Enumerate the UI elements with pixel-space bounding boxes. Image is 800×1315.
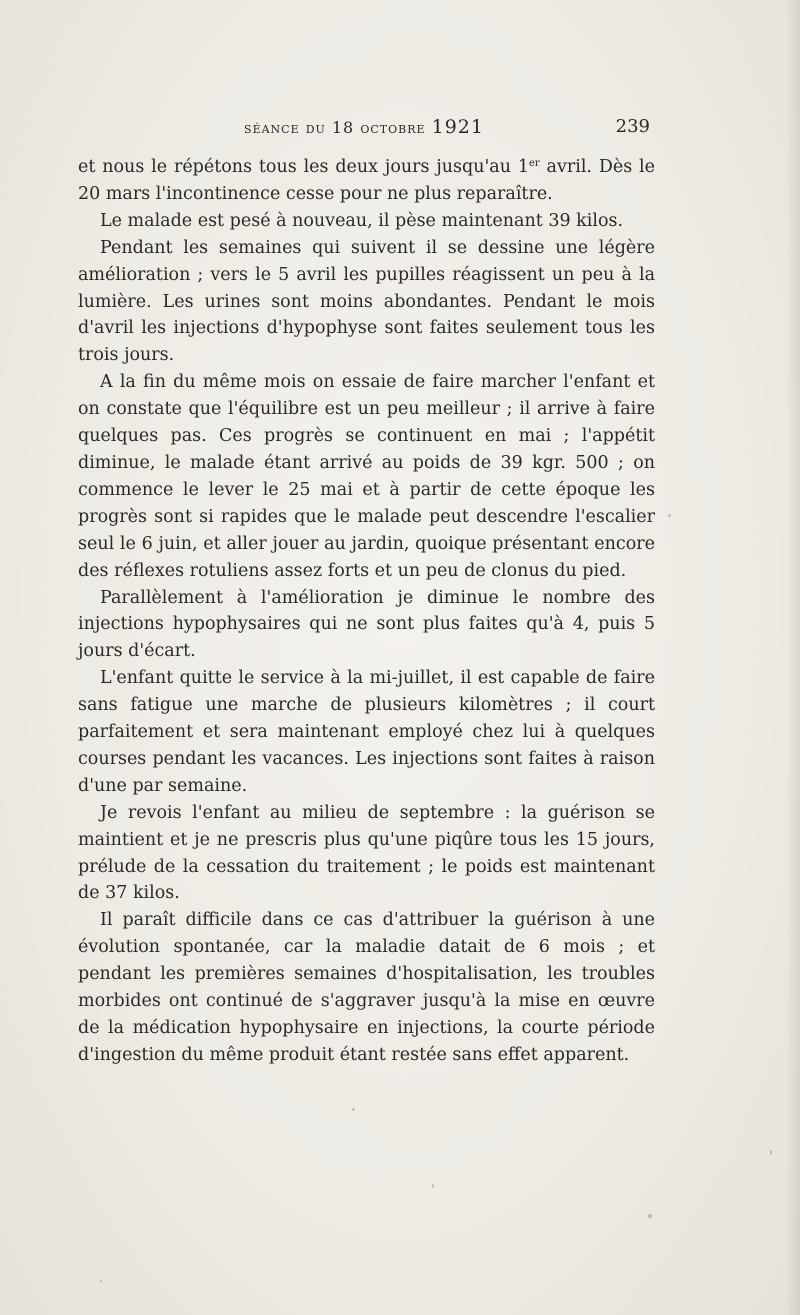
paragraph-text: avril. Dès le 20 mars l'incontinence cesse pour ne plus reparaître. [78, 157, 655, 204]
paper-speck [648, 1214, 652, 1218]
page-number: 239 [615, 116, 650, 137]
paragraph: L'enfant quitte le service à la mi-juillet, il est capable de faire sans fatigue une marche de plusieurs kilomètres ; il court parfaitement et sera maintenant employé chez lui à quelques courses pendant les vacances. Les injections sont faites à raison d'une par semaine. [78, 668, 655, 796]
paper-speck [352, 1108, 355, 1111]
paragraph: A la fin du même mois on essaie de faire marcher l'enfant et on constate que l'équilibre est un peu meilleur ; il arrive à faire quelques pas. Ces progrès se continuent en mai ; l'appétit diminue, le malade étant arrivé au poids de 39 kgr. 500 ; on commence le lever le 25 mai et à partir de cette époque les progrès sont si rapides que le malade peut descendre l'escalier seul le 6 juin, et aller jouer au jardin, quoique présentant encore des réflexes rotuliens assez forts et un peu de clonus du pied. [78, 372, 655, 581]
running-head [78, 116, 650, 142]
paper-speck [668, 514, 671, 517]
paper-speck [432, 1184, 434, 1188]
paragraph: Je revois l'enfant au milieu de septembre : la guérison se maintient et je ne prescris plus qu'une piqûre tous les 15 jours, prélude de la cessation du traitement ; le poids est maintenant de 37 kilos. [78, 802, 655, 904]
running-title-text: séance du 18 octobre [244, 118, 426, 137]
paragraph: Le malade est pesé à nouveau, il pèse maintenant 39 kilos. [100, 210, 624, 231]
running-title-year: 1921 [431, 116, 484, 138]
paragraph: Parallèlement à l'amélioration je diminue le nombre des injections hypophysaires qui ne sont plus faites qu'à 4, puis 5 jours d'écart. [78, 587, 655, 662]
paragraph-continuation [78, 154, 655, 208]
paragraph: Pendant les semaines qui suivent il se dessine une légère amélioration ; vers le 5 avril les pupilles réagissent un peu à la lumière. Les urines sont moins abondantes. Pendant le mois d'avril les injections d'hypophyse sont faites seulement tous les trois jours. [78, 237, 655, 366]
body-text [78, 154, 655, 1069]
paper-speck [100, 1280, 102, 1282]
paragraph-text: et nous le répétons tous les deux jours jusqu'au 1 [78, 157, 529, 177]
paragraph: Il paraît difficile dans ce cas d'attribuer la guérison à une évolution spontanée, car la maladie datait de 6 mois ; et pendant les premières semaines d'hospitalisation, les troubles morbides ont continué de s'aggraver jusqu'à la mise en œuvre de la médication hypophysaire en injections, la courte période d'ingestion du même produit étant restée sans effet apparent. [78, 910, 655, 1065]
page-edge-shadow [786, 0, 800, 1315]
superscript-er: er [528, 158, 540, 169]
running-title [78, 116, 650, 138]
paper-speck [770, 1150, 772, 1155]
